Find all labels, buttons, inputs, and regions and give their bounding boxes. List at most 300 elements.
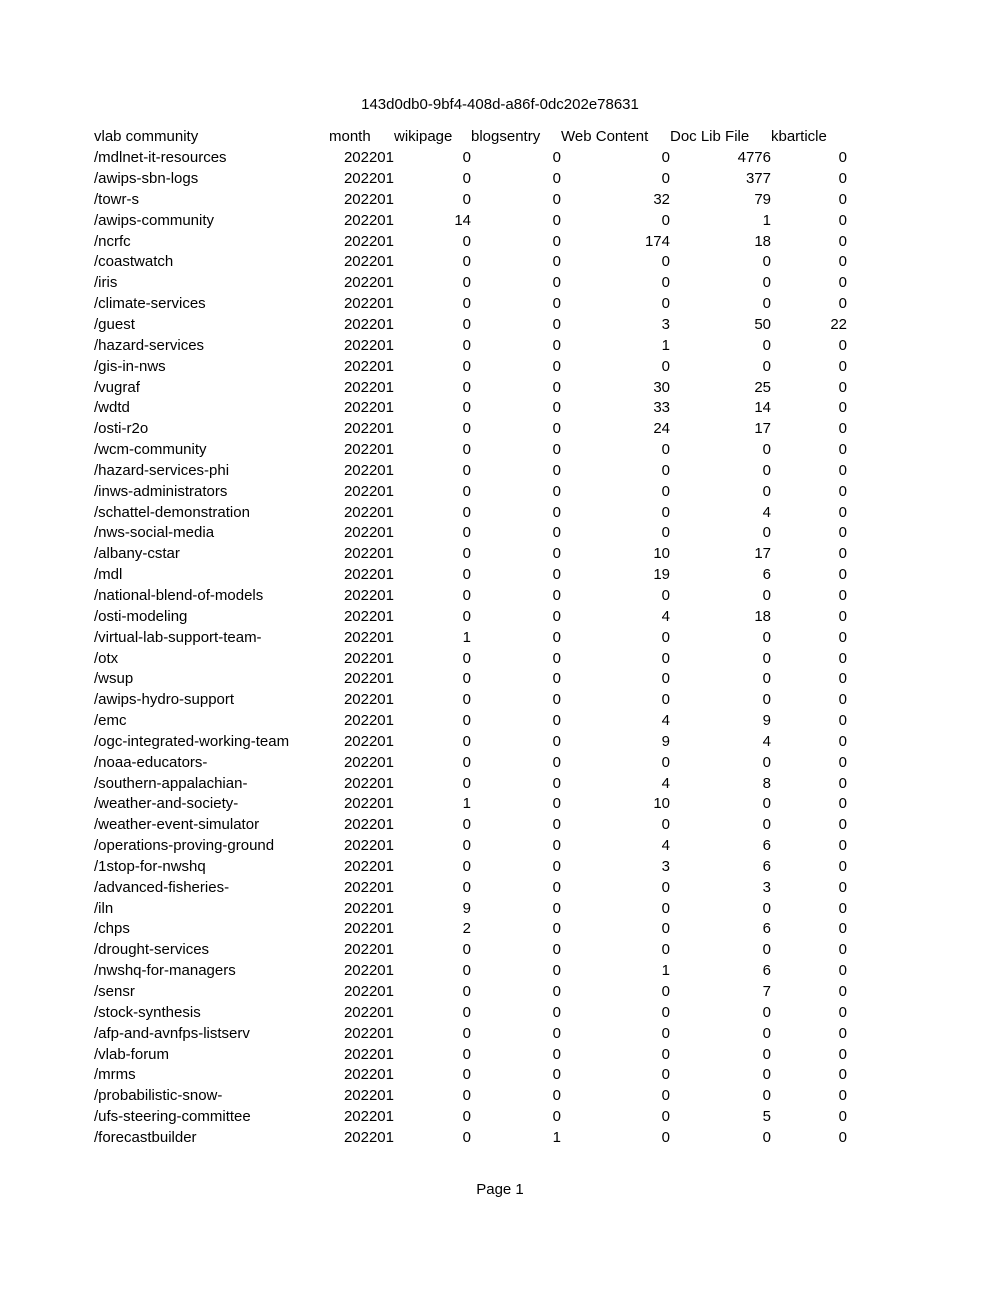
table-row (94, 523, 847, 544)
table-row (94, 1128, 847, 1149)
header-month: month (329, 128, 371, 146)
wikipage-cell: 0 (462, 691, 471, 709)
kbarticle-cell: 0 (838, 1066, 847, 1084)
kbarticle-cell: 0 (838, 295, 847, 313)
web-content-cell: 0 (661, 1087, 670, 1105)
month-cell: 202201 (343, 357, 394, 375)
doc-lib-file-cell: 79 (754, 190, 771, 208)
table-row (94, 669, 847, 690)
blogsentry-cell: 0 (552, 732, 561, 750)
doc-lib-file-cell: 0 (762, 1066, 771, 1084)
blogsentry-cell: 0 (552, 691, 561, 709)
web-content-cell: 0 (661, 524, 670, 542)
kbarticle-cell: 0 (838, 1045, 847, 1063)
blogsentry-cell: 0 (552, 149, 561, 167)
community-cell: /towr-s (94, 190, 139, 208)
community-cell: /inws-administrators (94, 482, 228, 500)
table-row (94, 481, 847, 502)
month-cell: 202201 (343, 336, 394, 354)
blogsentry-cell: 0 (552, 837, 561, 855)
web-content-cell: 0 (661, 149, 670, 167)
header-vlab-community: vlab community (94, 128, 199, 146)
blogsentry-cell: 0 (552, 211, 561, 229)
wikipage-cell: 0 (462, 316, 471, 334)
blogsentry-cell: 0 (552, 441, 561, 459)
web-content-cell: 0 (661, 691, 670, 709)
doc-lib-file-cell: 0 (762, 753, 771, 771)
table-row (94, 961, 847, 982)
blogsentry-cell: 0 (552, 1024, 561, 1042)
month-cell: 202201 (343, 149, 394, 167)
web-content-cell: 0 (661, 482, 670, 500)
community-cell: /iln (94, 899, 114, 917)
header-doc-lib-file: Doc Lib File (670, 128, 750, 146)
doc-lib-file-cell: 5 (762, 1108, 771, 1126)
community-cell: /noaa-educators- (94, 753, 208, 771)
blogsentry-cell: 0 (552, 753, 561, 771)
doc-lib-file-cell: 4 (762, 503, 771, 521)
wikipage-cell: 0 (462, 295, 471, 313)
table-row (94, 544, 847, 565)
wikipage-cell: 0 (462, 1108, 471, 1126)
web-content-cell: 0 (661, 920, 670, 938)
month-cell: 202201 (343, 170, 394, 188)
blogsentry-cell: 0 (552, 566, 561, 584)
table-row (94, 1107, 847, 1128)
table-row (94, 1086, 847, 1107)
wikipage-cell: 0 (462, 461, 471, 479)
community-stats-table (94, 127, 847, 1148)
doc-lib-file-cell: 0 (762, 461, 771, 479)
table-row (94, 1065, 847, 1086)
community-cell: /hazard-services-phi (94, 461, 230, 479)
kbarticle-cell: 0 (838, 211, 847, 229)
wikipage-cell: 0 (462, 503, 471, 521)
web-content-cell: 0 (661, 983, 670, 1001)
web-content-cell: 0 (661, 649, 670, 667)
blogsentry-cell: 0 (552, 274, 561, 292)
month-cell: 202201 (343, 524, 394, 542)
wikipage-cell: 0 (462, 983, 471, 1001)
doc-lib-file-cell: 0 (762, 253, 771, 271)
kbarticle-cell: 0 (838, 232, 847, 250)
community-cell: /sensr (94, 983, 135, 1001)
blogsentry-cell: 0 (552, 816, 561, 834)
page-number: Page 1 (476, 1181, 524, 1198)
blogsentry-cell: 0 (552, 920, 561, 938)
table-row (94, 565, 847, 586)
web-content-cell: 0 (661, 1128, 670, 1146)
web-content-cell: 0 (661, 628, 670, 646)
doc-lib-file-cell: 0 (762, 357, 771, 375)
table-row (94, 731, 847, 752)
web-content-cell: 0 (661, 295, 670, 313)
web-content-cell: 19 (653, 566, 670, 584)
doc-lib-file-cell: 0 (762, 649, 771, 667)
web-content-cell: 0 (661, 878, 670, 896)
kbarticle-cell: 0 (838, 149, 847, 167)
doc-lib-file-cell: 0 (762, 691, 771, 709)
table-row (94, 440, 847, 461)
table-header (94, 127, 847, 148)
web-content-cell: 0 (661, 1024, 670, 1042)
month-cell: 202201 (343, 1108, 394, 1126)
wikipage-cell: 0 (462, 357, 471, 375)
community-cell: /osti-r2o (94, 420, 149, 438)
table-body (94, 148, 847, 1149)
month-cell: 202201 (343, 983, 394, 1001)
wikipage-cell: 0 (462, 1003, 471, 1021)
month-cell: 202201 (343, 295, 394, 313)
web-content-cell: 0 (661, 274, 670, 292)
doc-lib-file-cell: 9 (762, 712, 771, 730)
month-cell: 202201 (343, 670, 394, 688)
header-row (94, 127, 847, 148)
kbarticle-cell: 0 (838, 545, 847, 563)
table-row (94, 169, 847, 190)
community-cell: /wdtd (94, 399, 130, 417)
blogsentry-cell: 0 (552, 420, 561, 438)
blogsentry-cell: 0 (552, 170, 561, 188)
doc-lib-file-cell: 0 (762, 628, 771, 646)
header-kbarticle: kbarticle (771, 128, 827, 146)
kbarticle-cell: 0 (838, 170, 847, 188)
community-cell: /probabilistic-snow- (94, 1087, 223, 1105)
table-row (94, 461, 847, 482)
kbarticle-cell: 0 (838, 628, 847, 646)
kbarticle-cell: 0 (838, 795, 847, 813)
community-cell: /1stop-for-nwshq (94, 857, 206, 875)
community-cell: /wcm-community (94, 441, 207, 459)
wikipage-cell: 0 (462, 524, 471, 542)
month-cell: 202201 (343, 253, 394, 271)
month-cell: 202201 (343, 1024, 394, 1042)
blogsentry-cell: 0 (552, 316, 561, 334)
month-cell: 202201 (343, 962, 394, 980)
web-content-cell: 0 (661, 941, 670, 959)
doc-lib-file-cell: 8 (762, 774, 771, 792)
doc-lib-file-cell: 0 (762, 586, 771, 604)
kbarticle-cell: 0 (838, 712, 847, 730)
wikipage-cell: 1 (462, 795, 471, 813)
header-web-content: Web Content (561, 128, 649, 146)
community-cell: /emc (94, 712, 127, 730)
web-content-cell: 4 (661, 774, 670, 792)
blogsentry-cell: 0 (552, 1108, 561, 1126)
month-cell: 202201 (343, 1045, 394, 1063)
web-content-cell: 0 (661, 670, 670, 688)
wikipage-cell: 0 (462, 1045, 471, 1063)
web-content-cell: 30 (653, 378, 670, 396)
kbarticle-cell: 0 (838, 899, 847, 917)
kbarticle-cell: 0 (838, 461, 847, 479)
wikipage-cell: 0 (462, 607, 471, 625)
doc-lib-file-cell: 0 (762, 1003, 771, 1021)
web-content-cell: 9 (661, 732, 670, 750)
web-content-cell: 0 (661, 461, 670, 479)
month-cell: 202201 (343, 274, 394, 292)
community-cell: /forecastbuilder (94, 1128, 197, 1146)
kbarticle-cell: 0 (838, 837, 847, 855)
document-title: 143d0db0-9bf4-408d-a86f-0dc202e78631 (361, 96, 639, 113)
community-cell: /drought-services (94, 941, 210, 959)
table-row (94, 231, 847, 252)
wikipage-cell: 0 (462, 962, 471, 980)
web-content-cell: 174 (644, 232, 670, 250)
table-row (94, 148, 847, 169)
community-cell: /hazard-services (94, 336, 205, 354)
doc-lib-file-cell: 0 (762, 441, 771, 459)
kbarticle-cell: 0 (838, 357, 847, 375)
community-cell: /stock-synthesis (94, 1003, 201, 1021)
month-cell: 202201 (343, 857, 394, 875)
month-cell: 202201 (343, 628, 394, 646)
web-content-cell: 4 (661, 607, 670, 625)
doc-lib-file-cell: 0 (762, 524, 771, 542)
kbarticle-cell: 0 (838, 566, 847, 584)
wikipage-cell: 0 (462, 378, 471, 396)
wikipage-cell: 0 (462, 170, 471, 188)
wikipage-cell: 0 (462, 586, 471, 604)
web-content-cell: 10 (653, 795, 670, 813)
month-cell: 202201 (343, 1003, 394, 1021)
web-content-cell: 1 (661, 336, 670, 354)
blogsentry-cell: 0 (552, 1066, 561, 1084)
web-content-cell: 0 (661, 1045, 670, 1063)
month-cell: 202201 (343, 211, 394, 229)
doc-lib-file-cell: 4776 (737, 149, 771, 167)
month-cell: 202201 (343, 837, 394, 855)
community-cell: /awips-hydro-support (94, 691, 235, 709)
kbarticle-cell: 0 (838, 753, 847, 771)
blogsentry-cell: 0 (552, 899, 561, 917)
table-row (94, 377, 847, 398)
doc-lib-file-cell: 17 (754, 545, 771, 563)
table-row (94, 210, 847, 231)
month-cell: 202201 (343, 753, 394, 771)
doc-lib-file-cell: 6 (762, 837, 771, 855)
kbarticle-cell: 0 (838, 482, 847, 500)
web-content-cell: 0 (661, 1066, 670, 1084)
table-row (94, 419, 847, 440)
web-content-cell: 0 (661, 1003, 670, 1021)
table-row (94, 586, 847, 607)
blogsentry-cell: 0 (552, 461, 561, 479)
kbarticle-cell: 0 (838, 378, 847, 396)
blogsentry-cell: 0 (552, 503, 561, 521)
month-cell: 202201 (343, 941, 394, 959)
web-content-cell: 3 (661, 316, 670, 334)
wikipage-cell: 0 (462, 274, 471, 292)
table-row (94, 919, 847, 940)
table-row (94, 836, 847, 857)
table-row (94, 252, 847, 273)
blogsentry-cell: 0 (552, 628, 561, 646)
doc-lib-file-cell: 0 (762, 1128, 771, 1146)
kbarticle-cell: 0 (838, 774, 847, 792)
month-cell: 202201 (343, 503, 394, 521)
doc-lib-file-cell: 14 (754, 399, 771, 417)
doc-lib-file-cell: 0 (762, 1024, 771, 1042)
header-wikipage: wikipage (394, 128, 453, 146)
community-cell: /advanced-fisheries- (94, 878, 230, 896)
doc-lib-file-cell: 50 (754, 316, 771, 334)
blogsentry-cell: 0 (552, 336, 561, 354)
blogsentry-cell: 0 (552, 607, 561, 625)
wikipage-cell: 0 (462, 774, 471, 792)
table-row (94, 1023, 847, 1044)
blogsentry-cell: 0 (552, 482, 561, 500)
table-row (94, 857, 847, 878)
wikipage-cell: 0 (462, 712, 471, 730)
month-cell: 202201 (343, 1128, 394, 1146)
community-cell: /otx (94, 649, 119, 667)
web-content-cell: 3 (661, 857, 670, 875)
kbarticle-cell: 0 (838, 607, 847, 625)
blogsentry-cell: 0 (552, 670, 561, 688)
doc-lib-file-cell: 0 (762, 295, 771, 313)
blogsentry-cell: 0 (552, 357, 561, 375)
doc-lib-file-cell: 0 (762, 816, 771, 834)
doc-lib-file-cell: 0 (762, 1087, 771, 1105)
kbarticle-cell: 0 (838, 336, 847, 354)
kbarticle-cell: 0 (838, 878, 847, 896)
blogsentry-cell: 1 (552, 1128, 561, 1146)
month-cell: 202201 (343, 712, 394, 730)
header-blogsentry: blogsentry (471, 128, 541, 146)
wikipage-cell: 0 (462, 816, 471, 834)
doc-lib-file-cell: 6 (762, 920, 771, 938)
blogsentry-cell: 0 (552, 295, 561, 313)
blogsentry-cell: 0 (552, 253, 561, 271)
kbarticle-cell: 0 (838, 1128, 847, 1146)
month-cell: 202201 (343, 691, 394, 709)
blogsentry-cell: 0 (552, 378, 561, 396)
community-cell: /mdl (94, 566, 123, 584)
table-row (94, 940, 847, 961)
month-cell: 202201 (343, 461, 394, 479)
wikipage-cell: 0 (462, 1066, 471, 1084)
wikipage-cell: 0 (462, 545, 471, 563)
doc-lib-file-cell: 3 (762, 878, 771, 896)
doc-lib-file-cell: 0 (762, 482, 771, 500)
kbarticle-cell: 0 (838, 691, 847, 709)
table-row (94, 315, 847, 336)
doc-lib-file-cell: 1 (762, 211, 771, 229)
month-cell: 202201 (343, 316, 394, 334)
month-cell: 202201 (343, 190, 394, 208)
wikipage-cell: 0 (462, 149, 471, 167)
community-cell: /vlab-forum (94, 1045, 170, 1063)
community-cell: /mdlnet-it-resources (94, 149, 227, 167)
wikipage-cell: 9 (462, 899, 471, 917)
community-cell: /gis-in-nws (94, 357, 166, 375)
blogsentry-cell: 0 (552, 649, 561, 667)
blogsentry-cell: 0 (552, 545, 561, 563)
table-row (94, 690, 847, 711)
month-cell: 202201 (343, 1087, 394, 1105)
community-cell: /schattel-demonstration (94, 503, 250, 521)
doc-lib-file-cell: 18 (754, 607, 771, 625)
web-content-cell: 24 (653, 420, 670, 438)
month-cell: 202201 (343, 607, 394, 625)
month-cell: 202201 (343, 878, 394, 896)
blogsentry-cell: 0 (552, 878, 561, 896)
wikipage-cell: 0 (462, 420, 471, 438)
doc-lib-file-cell: 6 (762, 962, 771, 980)
blogsentry-cell: 0 (552, 1045, 561, 1063)
kbarticle-cell: 22 (830, 316, 847, 334)
community-cell: /awips-community (94, 211, 215, 229)
table-row (94, 752, 847, 773)
month-cell: 202201 (343, 566, 394, 584)
community-cell: /afp-and-avnfps-listserv (94, 1024, 250, 1042)
table-row (94, 502, 847, 523)
month-cell: 202201 (343, 378, 394, 396)
kbarticle-cell: 0 (838, 941, 847, 959)
blogsentry-cell: 0 (552, 586, 561, 604)
kbarticle-cell: 0 (838, 190, 847, 208)
kbarticle-cell: 0 (838, 524, 847, 542)
wikipage-cell: 1 (462, 628, 471, 646)
wikipage-cell: 14 (454, 211, 471, 229)
web-content-cell: 32 (653, 190, 670, 208)
community-cell: /weather-event-simulator (94, 816, 260, 834)
wikipage-cell: 0 (462, 941, 471, 959)
community-cell: /nws-social-media (94, 524, 215, 542)
community-cell: /operations-proving-ground (94, 837, 275, 855)
table-row (94, 1044, 847, 1065)
table-row (94, 648, 847, 669)
month-cell: 202201 (343, 399, 394, 417)
table-row (94, 877, 847, 898)
wikipage-cell: 0 (462, 732, 471, 750)
doc-lib-file-cell: 0 (762, 1045, 771, 1063)
blogsentry-cell: 0 (552, 857, 561, 875)
month-cell: 202201 (343, 441, 394, 459)
doc-lib-file-cell: 18 (754, 232, 771, 250)
table-row (94, 898, 847, 919)
web-content-cell: 10 (653, 545, 670, 563)
blogsentry-cell: 0 (552, 774, 561, 792)
wikipage-cell: 0 (462, 566, 471, 584)
table-row (94, 335, 847, 356)
month-cell: 202201 (343, 795, 394, 813)
doc-lib-file-cell: 0 (762, 795, 771, 813)
kbarticle-cell: 0 (838, 1108, 847, 1126)
month-cell: 202201 (343, 816, 394, 834)
month-cell: 202201 (343, 732, 394, 750)
doc-lib-file-cell: 6 (762, 857, 771, 875)
wikipage-cell: 2 (462, 920, 471, 938)
wikipage-cell: 0 (462, 649, 471, 667)
doc-lib-file-cell: 0 (762, 941, 771, 959)
wikipage-cell: 0 (462, 857, 471, 875)
table-row (94, 773, 847, 794)
community-cell: /nwshq-for-managers (94, 962, 236, 980)
month-cell: 202201 (343, 420, 394, 438)
month-cell: 202201 (343, 232, 394, 250)
doc-lib-file-cell: 6 (762, 566, 771, 584)
table-row (94, 794, 847, 815)
wikipage-cell: 0 (462, 1087, 471, 1105)
wikipage-cell: 0 (462, 399, 471, 417)
month-cell: 202201 (343, 899, 394, 917)
kbarticle-cell: 0 (838, 1003, 847, 1021)
blogsentry-cell: 0 (552, 1003, 561, 1021)
wikipage-cell: 0 (462, 837, 471, 855)
table-row (94, 398, 847, 419)
